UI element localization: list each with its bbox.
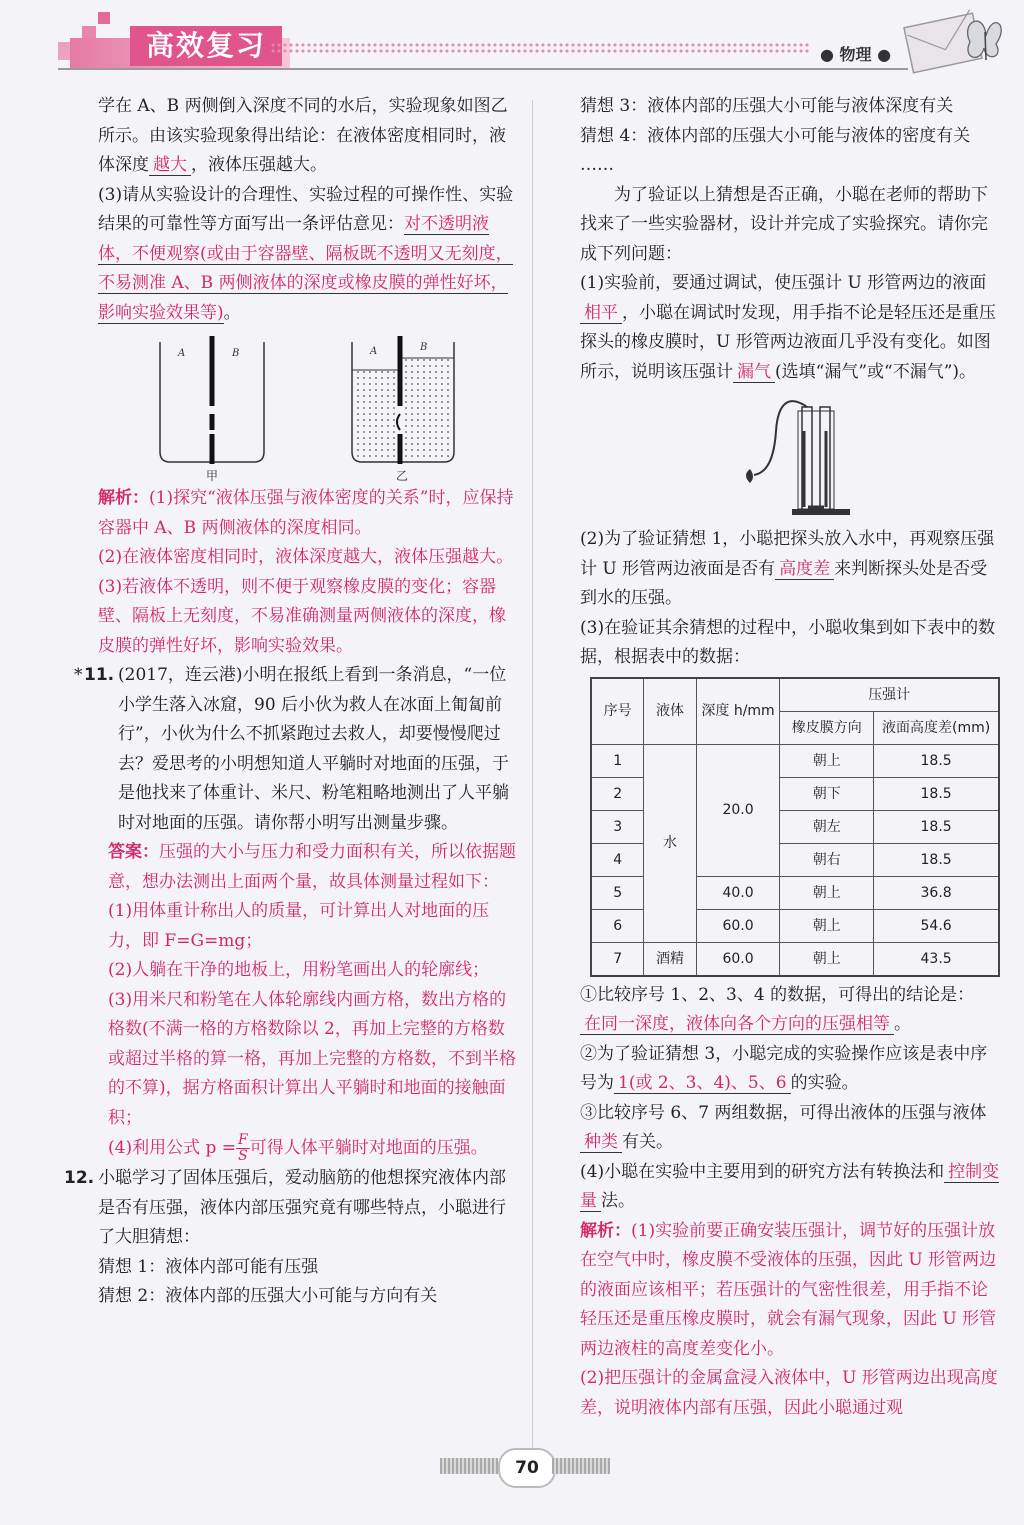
q10-part3-text: (3)请从实验设计的合理性、实验过程的可操作性、实验结果的可靠性等方面写出一条评估意见：对不透明液体，不便观察(或由于容器壁、隔板既不透明又无刻度，不易测准 A、B 两侧液体的深度或橡皮膜的弹性好坏，影响实验效果等)。: [98, 184, 514, 323]
fig1-label-a: A: [178, 348, 186, 359]
guess-3: 猜想 3：液体内部的压强大小可能与液体深度有关: [580, 96, 954, 116]
page-footer: [0, 1448, 1024, 1488]
q10-part2-text: 学在 A、B 两侧倒入深度不同的水后，实验现象如图乙所示。由该实验现象得出结论：在液体密度相同时，液体深度 越大 ，液体压强越大。: [98, 96, 508, 175]
table-row: 5 40.0 朝上 36.8: [591, 876, 999, 909]
q12-part1: (1)实验前，要通过调试，使压强计 U 形管两边的液面相平 ，小聪在调试时发现，用手指不论是轻压还是重压探头的橡皮膜时，U 形管两边液面几乎没有变化。如图所示，说明该压强计 漏气 (选填“漏气”或“不漏气”)。: [580, 273, 996, 382]
th-depth: 深度 h/mm: [696, 678, 780, 745]
page-number: 70: [498, 1448, 556, 1488]
fig1-caption: 甲: [206, 469, 219, 483]
q12-c3: ③比较序号 6、7 两组数据，可得出液体的压强与液体种类 有关。: [580, 1102, 987, 1152]
answer-deeper: 越大: [149, 155, 191, 176]
table-row: 7 酒精 60.0 朝上 43.5: [591, 942, 999, 976]
butterfly-envelope-icon: [900, 2, 1010, 82]
table-row: 4 朝右 18.5: [591, 843, 999, 876]
q10-analysis-3: (3)若液体不透明，则不便于观察橡皮膜的变化；容器壁、隔板上无刻度，不易准确测量两侧液体的深度，橡皮膜的弹性好坏，影响实验效果。: [98, 576, 506, 656]
formula-fraction: $\frac{F}{S}$: [238, 1132, 248, 1164]
q12-part3: (3)在验证其余猜想的过程中，小聪收集到如下表中的数据，根据表中的数据：: [580, 617, 996, 667]
header-title: 高效复习: [130, 26, 282, 66]
q12-c4: (4)小聪在实验中主要用到的研究方法有转换法和 控制变量 法。: [580, 1161, 1000, 1211]
table-row: 2 朝下 18.5: [591, 777, 999, 810]
table-row: 6 60.0 朝上 54.6: [591, 909, 999, 942]
u-tube-manometer-icon: [580, 391, 1000, 521]
footer-bar-left: [440, 1458, 498, 1474]
data-table: [590, 677, 1000, 977]
table-row: 1 水 20.0 朝上 18.5: [591, 744, 999, 777]
q12-analysis-1: 解析：(1)实验前要正确安装压强计，调节好的压强计放在空气中时，橡皮膜不受液体的压强，因此 U 形管两边的液面应该相平；若压强计的气密性很差，用手指不论轻压还是重压橡皮膜时，就会有漏气现象，因此 U 形管两边液柱的高度差变化小。: [580, 1220, 997, 1359]
column-divider: [532, 100, 533, 1480]
answer-level: 相平: [580, 303, 622, 324]
cell-depth-20: 20.0: [696, 744, 780, 876]
answer-type: 种类: [580, 1132, 622, 1153]
answer-height-diff: 高度差: [775, 559, 834, 580]
q12-part2: (2)为了验证猜想 1，小聪把探头放入水中，再观察压强计 U 形管两边液面是否有 高度差 来判断探头处是否受到水的压强。: [580, 529, 995, 608]
page-header: [0, 0, 1024, 90]
fig1-label-b: B: [232, 348, 240, 359]
header-rule: [58, 68, 908, 70]
header-subject: ● 物理 ●: [820, 45, 892, 64]
q12-intro: 为了验证以上猜想是否正确，小聪在老师的帮助下找来了一些实验器材，设计并完成了实验探究。请你完成下列问题：: [580, 184, 988, 264]
th-liquid: 液体: [644, 678, 696, 745]
container-diagram: [98, 334, 518, 484]
fig2-label-b: B: [420, 342, 428, 353]
figure-containers: [98, 334, 518, 484]
q12-c2: ②为了验证猜想 3，小聪完成的实验操作应该是表中序号为 1(或 2、3、4)、5、6 的实验。: [580, 1043, 988, 1093]
answer-sequence: 1(或 2、3、4)、5、6: [614, 1073, 791, 1094]
table-row: 3 朝左 18.5: [591, 810, 999, 843]
q12-c1-answer: 在同一深度，液体向各个方向的压强相等 。: [580, 1010, 1000, 1040]
fig2-label-a: A: [370, 346, 378, 357]
figure-pressure-gauge: [580, 391, 1000, 521]
guess-4: 猜想 4：液体内部的压强大小可能与液体的密度有关: [580, 125, 971, 146]
q10-analysis-2: (2)在液体密度相同时，液体深度越大，液体压强越大。: [98, 547, 514, 567]
q11-text: * 11. (2017，连云港)小明在报纸上看到一条消息，“一位小学生落入冰窟，90 后小伙为救人在冰面上匍匐前行”，小伙为什么不抓紧跑过去救人，却要慢慢爬过去？爱思考的小明想知道人平躺时对地面的压强，于是他找来了体重计、米尺、粉笔粗略地测出了人平躺时对地面的压强。请你帮小明写出测量步骤。: [74, 665, 509, 833]
th-direction: 橡皮膜方向: [780, 711, 874, 744]
answer-evaluation: 对不透明液体，不便观察(或由于容器壁、隔板既不透明又无刻度，不易测准 A、B 两侧液体的深度或橡皮膜的弹性好坏，影响实验效果等): [98, 214, 513, 323]
q11-answer: 答案：压强的大小与压力和受力面积有关，所以依据题意，想办法测出上面两个量，故具体测量过程如下： (1)用体重计称出人的质量，可计算出人对地面的压力，即 F=G=mg； (2)人躺在干净的地板上，用粉笔画出人的轮廓线； (3)用米尺和粉笔在人体轮廓线内画方格，数出方格的格数(不满一格的方格数除以 2，再加上完整的方格数或超过半格的算一格，再加上完整的方格数，不到半格的不算)，据方格面积计算出人平躺时和地面的接触面积； (4)利用公式 p = $\frac{F}{S}$ 可得人体平躺时对地面的压强。: [108, 842, 516, 1164]
q12-text: 12. 小聪学习了固体压强后，爱动脑筋的他想探究液体内部是否有压强，液体内部压强究竟有哪些特点，小聪进行了大胆猜想：: [64, 1168, 506, 1247]
th-height-diff: 液面高度差(mm): [874, 711, 999, 744]
fig2-caption: 乙: [396, 469, 409, 483]
left-column: [64, 92, 518, 1312]
answer-control-variable: 控制变量: [580, 1161, 1000, 1211]
footer-bar-right: [552, 1458, 610, 1474]
right-column: [580, 92, 1000, 1423]
cell-water: 水: [644, 744, 696, 942]
header-dots: [270, 42, 810, 54]
q12-c1: ①比较序号 1、2、3、4 的数据，可得出的结论是：: [580, 984, 975, 1005]
q12-analysis-2: (2)把压强计的金属盒浸入液体中，U 形管两边出现高度差，说明液体内部有压强，因此小聪通过观: [580, 1368, 998, 1418]
guess-1: 猜想 1：液体内部可能有压强: [98, 1256, 319, 1277]
ellipsis: ……: [580, 155, 614, 175]
answer-leak: 漏气: [733, 362, 775, 383]
th-seq: 序号: [591, 678, 644, 745]
th-gauge: 压强计: [780, 678, 999, 712]
q10-analysis-1: 解析：(1)探究“液体压强与液体密度的关系”时，应保持容器中 A、B 两侧液体的深度相同。: [98, 488, 514, 538]
guess-2: 猜想 2：液体内部的压强大小可能与方向有关: [98, 1286, 438, 1306]
